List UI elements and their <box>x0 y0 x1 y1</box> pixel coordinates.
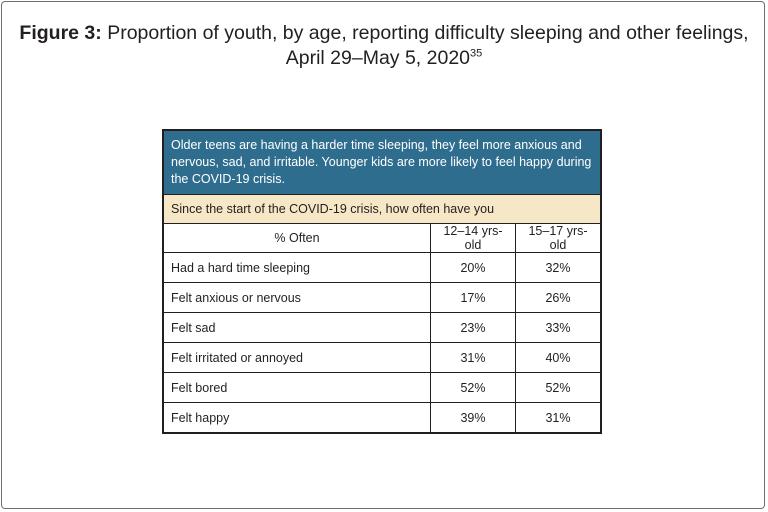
row-label: Felt bored <box>164 373 431 403</box>
value-12-14: 20% <box>431 253 516 283</box>
title-text-1: Proportion of youth, by age, reporting difficulty sleeping and other feelings, <box>107 22 749 44</box>
value-15-17: 33% <box>516 313 601 343</box>
table-row <box>164 313 600 343</box>
title-text-2: April 29–May 5, 2020 <box>285 47 471 69</box>
title-line-2 <box>0 46 768 71</box>
header-often: % Often <box>164 224 431 253</box>
footnote-ref: 35 <box>470 47 483 60</box>
data-table <box>162 129 602 434</box>
value-15-17: 32% <box>516 253 601 283</box>
value-12-14: 39% <box>431 403 516 433</box>
table-row <box>164 403 600 433</box>
row-label: Felt happy <box>164 403 431 433</box>
row-label: Had a hard time sleeping <box>164 253 431 283</box>
value-15-17: 40% <box>516 343 601 373</box>
figure-title <box>0 21 768 71</box>
value-15-17: 31% <box>545 410 571 425</box>
value-12-14: 52% <box>431 373 516 403</box>
value-12-14: 31% <box>431 343 516 373</box>
row-label: Felt anxious or nervous <box>164 283 431 313</box>
table-header-row <box>164 224 600 253</box>
title-line-1 <box>0 21 768 46</box>
table-row <box>164 283 600 313</box>
row-label: Felt irritated or annoyed <box>164 343 431 373</box>
value-15-17: 26% <box>516 283 601 313</box>
table-row <box>164 373 600 403</box>
table-row <box>164 253 600 283</box>
value-15-17: 52% <box>516 373 601 403</box>
row-label: Felt sad <box>164 313 431 343</box>
table-row <box>164 343 600 373</box>
header-12-14: 12–14 yrs-old <box>431 224 516 253</box>
header-15-17: 15–17 yrs-old <box>516 224 601 253</box>
table-question: Since the start of the COVID-19 crisis, how often have you <box>164 195 600 224</box>
results-table <box>164 224 600 432</box>
value-12-14: 17% <box>431 283 516 313</box>
value-12-14: 23% <box>431 313 516 343</box>
figure-label: Figure 3: <box>19 22 102 44</box>
table-banner: Older teens are having a harder time sleeping, they feel more anxious and nervous, sad, and irritable. Younger kids are more likely to feel happy during the COVID-19 crisis. <box>164 131 600 195</box>
